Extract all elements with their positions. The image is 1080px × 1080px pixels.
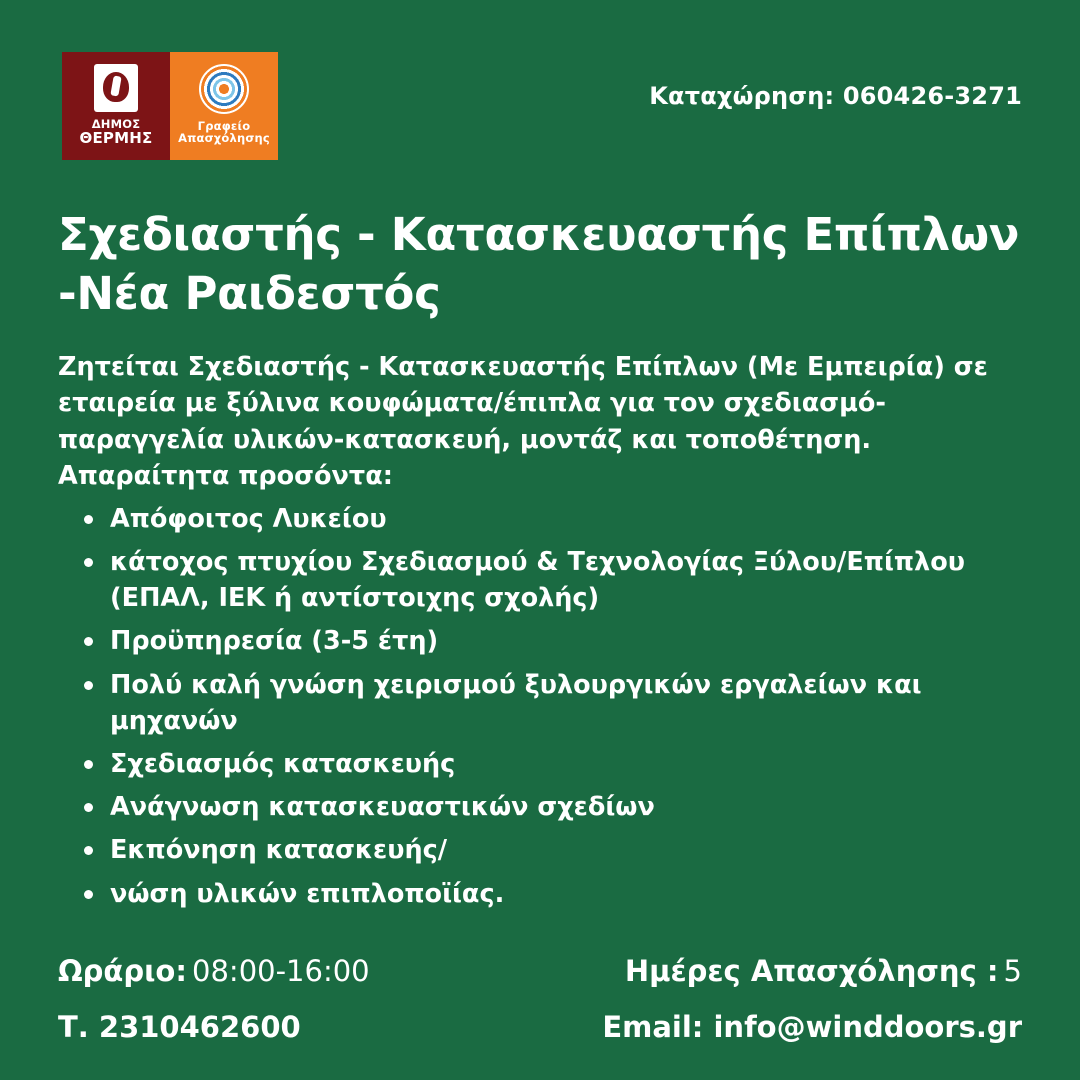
page-title: Σχεδιαστής - Κατασκευαστής Επίπλων -Νέα Ραιδεστός [58,208,1020,320]
working-hours-label: Ωράριο: [58,954,187,988]
poster-footer [58,954,1022,1044]
working-days [625,954,1022,988]
spiral-circle-icon [199,64,249,114]
footer-row-contact [58,1010,1022,1044]
poster-header [58,52,1022,162]
municipality-logo [62,52,170,160]
municipality-logo-line1: ΔΗΜΟΣ [91,117,141,131]
contact-email[interactable]: Email: info@winddoors.gr [602,1010,1022,1044]
employment-office-logo-line1: Γραφείο [197,119,251,133]
working-days-label: Ημέρες Απασχόλησης : [624,954,999,988]
contact-phone[interactable]: Τ. 2310462600 [58,1010,301,1044]
logo-group [62,52,278,160]
municipality-logo-line2: ΘΕΡΜΗΣ [79,129,153,148]
list-item: κάτοχος πτυχίου Σχεδιασμού & Τεχνολογίας Ξύλου/Επίπλου (ΕΠΑΛ, ΙΕΚ ή αντίστοιχης σχολής) [110,544,1022,616]
working-days-value: 5 [1003,954,1022,988]
municipality-logo-caption [80,118,153,147]
employment-office-logo [170,52,278,160]
employment-office-logo-line2: Απασχόλησης [178,131,270,146]
working-hours-value: 08:00-16:00 [192,954,370,988]
footer-row-schedule [58,954,1022,988]
list-item: Απόφοιτος Λυκείου [110,501,1022,537]
list-item: νώση υλικών επιπλοποϊίας. [110,876,1022,912]
list-item: Σχεδιασμός κατασκευής [110,746,1022,782]
registration-code: Καταχώρηση: 060426-3271 [649,82,1022,110]
working-hours [58,954,370,988]
job-description: Ζητείται Σχεδιαστής - Κατασκευαστής Επίπλων (Με Εμπειρία) σε εταιρεία με ξύλινα κουφώματα/έπιπλα για τον σχεδιασμό-παραγγελία υλικών-κατασκευή, μοντάζ και τοποθέτηση. [58,352,988,455]
ancient-column-emblem-icon [94,64,138,112]
list-item: Προϋπηρεσία (3-5 έτη) [110,623,1022,659]
list-item: Ανάγνωση κατασκευαστικών σχεδίων [110,789,1022,825]
requirements-heading: Απαραίτητα προσόντα: [58,461,393,492]
list-item: Εκπόνηση κατασκευής/ [110,832,1022,868]
requirements-list [58,501,1022,919]
employment-office-logo-caption [178,120,270,145]
list-item: Πολύ καλή γνώση χειρισμού ξυλουργικών εργαλείων και μηχανών [110,667,1022,739]
